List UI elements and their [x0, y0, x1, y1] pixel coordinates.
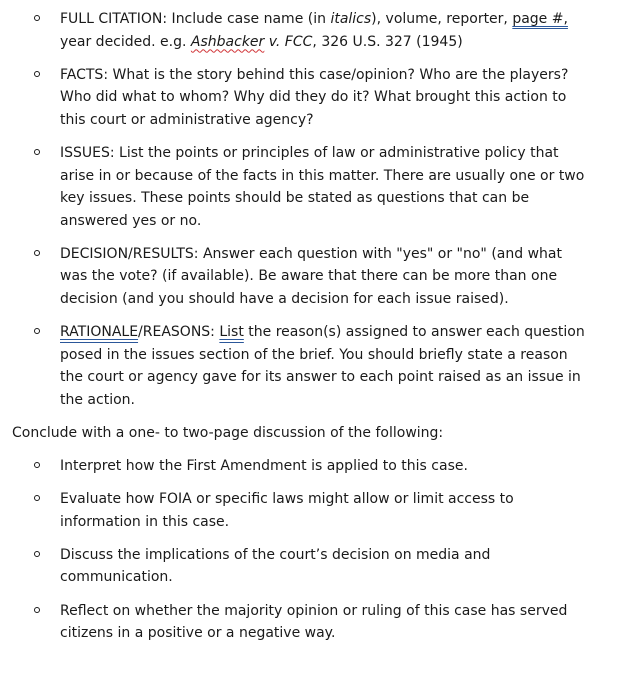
- list-item: [0, 600, 634, 645]
- item-text: Include case name (in: [167, 11, 331, 27]
- item-label: /REASONS:: [138, 324, 220, 341]
- item-text: the reason(s) assigned to answer each question posed in the issues section of the brief. You should briefly state a reason the court or agency gave for its answer to each point raised as an issue in the action.: [60, 324, 585, 408]
- item-text: Discuss the implications of the court’s decision on media and communication.: [60, 546, 491, 586]
- list-item: [0, 488, 634, 533]
- list-item-facts: [0, 64, 634, 132]
- spelling-flag-case-name[interactable]: Ashbacker: [190, 33, 265, 50]
- item-text: Evaluate how FOIA or specific laws might allow or limit access to information in this case.: [60, 491, 514, 530]
- document-body: [0, 8, 634, 655]
- item-label: ISSUES:: [60, 144, 115, 161]
- list-item-rationale: [0, 321, 634, 411]
- discussion-list: [0, 455, 634, 645]
- hollow-bullet-icon: [34, 328, 40, 334]
- hollow-bullet-icon: [34, 250, 40, 256]
- hollow-bullet-icon: [34, 607, 40, 613]
- brief-criteria-list: [0, 8, 634, 412]
- item-text: Answer each question with "yes" or "no" (and what was the vote? (if available). Be aware that there can be more than one decision (and you should have a decision for each issue raised).: [60, 245, 562, 308]
- item-text: year decided. e.g.: [60, 33, 191, 50]
- example-citation: , 326 U.S. 327 (1945): [312, 33, 463, 50]
- item-text: Interpret how the First Amendment is applied to this case.: [60, 458, 468, 475]
- hollow-bullet-icon: [34, 15, 40, 21]
- list-item-full-citation: [0, 8, 634, 53]
- example-case-italic: v. FCC: [264, 33, 313, 50]
- list-item-decision: [0, 243, 634, 311]
- list-item: [0, 455, 634, 478]
- item-text: ), volume, reporter,: [371, 11, 513, 27]
- item-text: List the points or principles of law or administrative policy that arise in or because of the facts in this matter. There are usually one or two key issues. These points should be stated as questions that can be answered yes or no.: [60, 144, 585, 229]
- grammar-flag-page-ref[interactable]: page #,: [512, 11, 568, 27]
- hollow-bullet-icon: [34, 71, 40, 77]
- item-label: DECISION/RESULTS:: [60, 245, 199, 262]
- item-label: FACTS:: [60, 66, 109, 83]
- hollow-bullet-icon: [34, 495, 40, 501]
- hollow-bullet-icon: [34, 462, 40, 468]
- hollow-bullet-icon: [34, 149, 40, 155]
- italic-word: italics: [330, 11, 372, 27]
- item-text: Reflect on whether the majority opinion or ruling of this case has served citizens in a positive or a negative way.: [60, 602, 568, 642]
- grammar-flag-list[interactable]: List: [219, 324, 244, 341]
- conclusion-intro: Conclude with a one- to two-page discussion of the following:: [12, 425, 444, 441]
- list-item-issues: [0, 142, 634, 232]
- item-label: FULL CITATION:: [60, 11, 168, 27]
- list-item: [0, 544, 634, 589]
- item-text: What is the story behind this case/opinion? Who are the players? Who did what to whom? Why did they do it? What brought this action to this court or administrative agency?: [60, 66, 569, 128]
- grammar-flag-rationale[interactable]: RATIONALE: [60, 324, 139, 341]
- hollow-bullet-icon: [34, 551, 40, 557]
